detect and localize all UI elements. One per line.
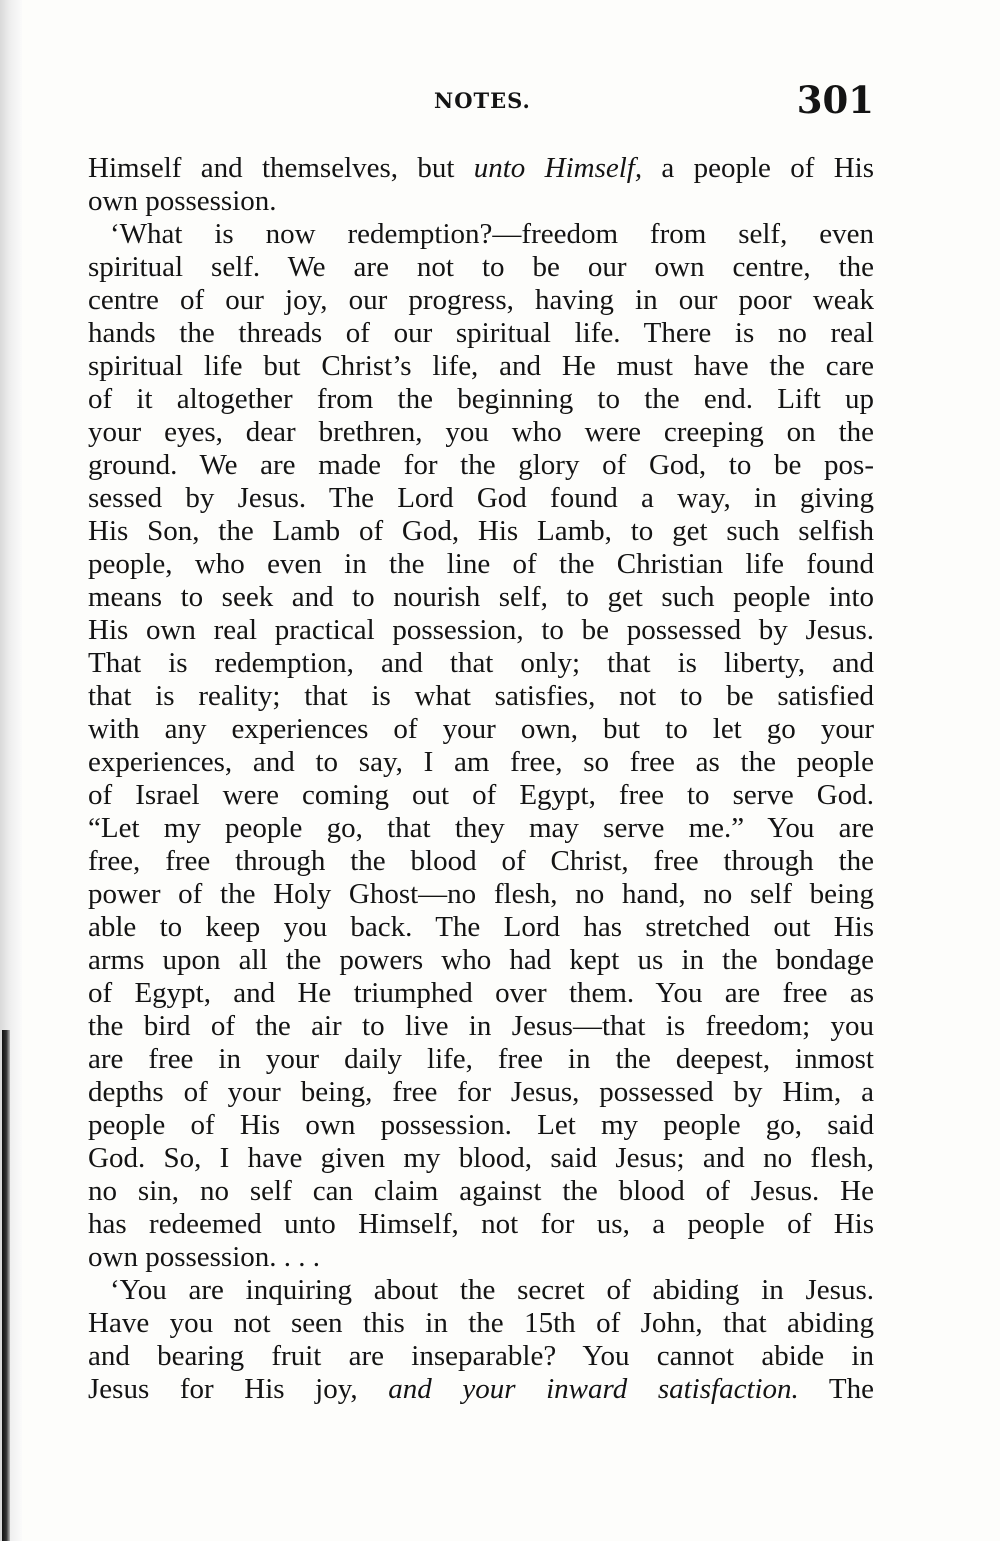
text-line xyxy=(88,1175,874,1208)
italic-text-run: unto Himself, xyxy=(473,152,643,184)
text-line xyxy=(88,251,874,284)
text-line xyxy=(88,1241,874,1274)
text-line xyxy=(88,548,874,581)
text-line xyxy=(88,1340,874,1373)
text-run: free, free through the blood of Christ, free through the xyxy=(88,845,874,877)
text-run: a people of His xyxy=(642,152,874,184)
text-line xyxy=(88,779,874,812)
text-run: are free in your daily life, free in the deepest, inmost xyxy=(88,1043,874,1075)
page-number: 301 xyxy=(796,78,874,122)
text-run: God. So, I have given my blood, said Jesus; and no flesh, xyxy=(88,1142,874,1174)
text-line xyxy=(88,449,874,482)
text-line xyxy=(88,680,874,713)
text-run: people of His own possession. Let my people go, said xyxy=(88,1109,874,1141)
text-run: hands the threads of our spiritual life. There is no real xyxy=(88,317,874,349)
text-line xyxy=(88,746,874,779)
text-run: That is redemption, and that only; that is liberty, and xyxy=(88,647,874,679)
text-run: your eyes, dear brethren, you who were creeping on the xyxy=(88,416,874,448)
text-line xyxy=(88,1373,874,1406)
body-text xyxy=(88,152,874,1406)
text-line xyxy=(88,185,874,218)
text-run: power of the Holy Ghost—no flesh, no hand, no self being xyxy=(88,878,874,910)
text-run: means to seek and to nourish self, to get such people into xyxy=(88,581,874,613)
text-line xyxy=(88,482,874,515)
text-run: the bird of the air to live in Jesus—that is freedom; you xyxy=(88,1010,874,1042)
text-line xyxy=(88,614,874,647)
text-line xyxy=(88,713,874,746)
text-run: sessed by Jesus. The Lord God found a way, in giving xyxy=(88,482,874,514)
text-line xyxy=(88,383,874,416)
text-line xyxy=(88,416,874,449)
text-run: with any experiences of your own, but to let go your xyxy=(88,713,874,745)
text-run: His own real practical possession, to be possessed by Jesus. xyxy=(88,614,874,646)
text-line xyxy=(88,152,874,185)
binding-edge xyxy=(2,1030,10,1541)
text-line xyxy=(88,218,874,251)
text-line xyxy=(88,647,874,680)
text-line xyxy=(88,878,874,911)
text-run: “Let my people go, that they may serve me.” You are xyxy=(88,812,874,844)
text-run: ‘What is now redemption?—freedom from self, even xyxy=(110,218,874,250)
text-run: ‘You are inquiring about the secret of abiding in Jesus. xyxy=(110,1274,874,1306)
running-head-title: NOTES. xyxy=(434,88,531,113)
text-run: spiritual life but Christ’s life, and He must have the care xyxy=(88,350,874,382)
text-run: His Son, the Lamb of God, His Lamb, to get such selfish xyxy=(88,515,874,547)
text-run: spiritual self. We are not to be our own centre, the xyxy=(88,251,874,283)
text-run: arms upon all the powers who had kept us in the bondage xyxy=(88,944,874,976)
text-line xyxy=(88,812,874,845)
text-line xyxy=(88,317,874,350)
text-line xyxy=(88,1307,874,1340)
text-line xyxy=(88,581,874,614)
text-run: Have you not seen this in the 15th of John, that abiding xyxy=(88,1307,874,1339)
text-run: able to keep you back. The Lord has stretched out His xyxy=(88,911,874,943)
text-line xyxy=(88,1208,874,1241)
text-line xyxy=(88,944,874,977)
text-line xyxy=(88,1043,874,1076)
text-line xyxy=(88,515,874,548)
text-line xyxy=(88,911,874,944)
text-run: that is reality; that is what satisfies, not to be satisfied xyxy=(88,680,874,712)
text-line xyxy=(88,350,874,383)
text-run: depths of your being, free for Jesus, possessed by Him, a xyxy=(88,1076,874,1108)
text-run: Himself and themselves, but xyxy=(88,152,474,184)
text-line xyxy=(88,845,874,878)
text-line xyxy=(88,1109,874,1142)
text-run: own possession. xyxy=(88,185,277,217)
text-run: The xyxy=(798,1373,874,1405)
text-run: people, who even in the line of the Christian life found xyxy=(88,548,874,580)
text-run: ground. We are made for the glory of God, to be pos- xyxy=(88,449,874,481)
italic-text-run: and your inward satisfaction. xyxy=(388,1373,799,1405)
text-run: of it altogether from the beginning to the end. Lift up xyxy=(88,383,874,415)
text-line xyxy=(88,977,874,1010)
running-head xyxy=(88,78,874,128)
text-run: has redeemed unto Himself, not for us, a people of His xyxy=(88,1208,874,1240)
text-line xyxy=(88,1142,874,1175)
text-run: no sin, no self can claim against the blood of Jesus. He xyxy=(88,1175,874,1207)
text-run: Jesus for His joy, xyxy=(88,1373,389,1405)
text-run: of Egypt, and He triumphed over them. You are free as xyxy=(88,977,874,1009)
text-line xyxy=(88,1010,874,1043)
text-line xyxy=(88,284,874,317)
text-run: of Israel were coming out of Egypt, free to serve God. xyxy=(88,779,874,811)
text-line xyxy=(88,1076,874,1109)
text-run: centre of our joy, our progress, having in our poor weak xyxy=(88,284,874,316)
text-run: own possession. . . . xyxy=(88,1241,321,1273)
text-line xyxy=(88,1274,874,1307)
text-run: and bearing fruit are inseparable? You cannot abide in xyxy=(88,1340,874,1372)
text-run: experiences, and to say, I am free, so free as the people xyxy=(88,746,874,778)
